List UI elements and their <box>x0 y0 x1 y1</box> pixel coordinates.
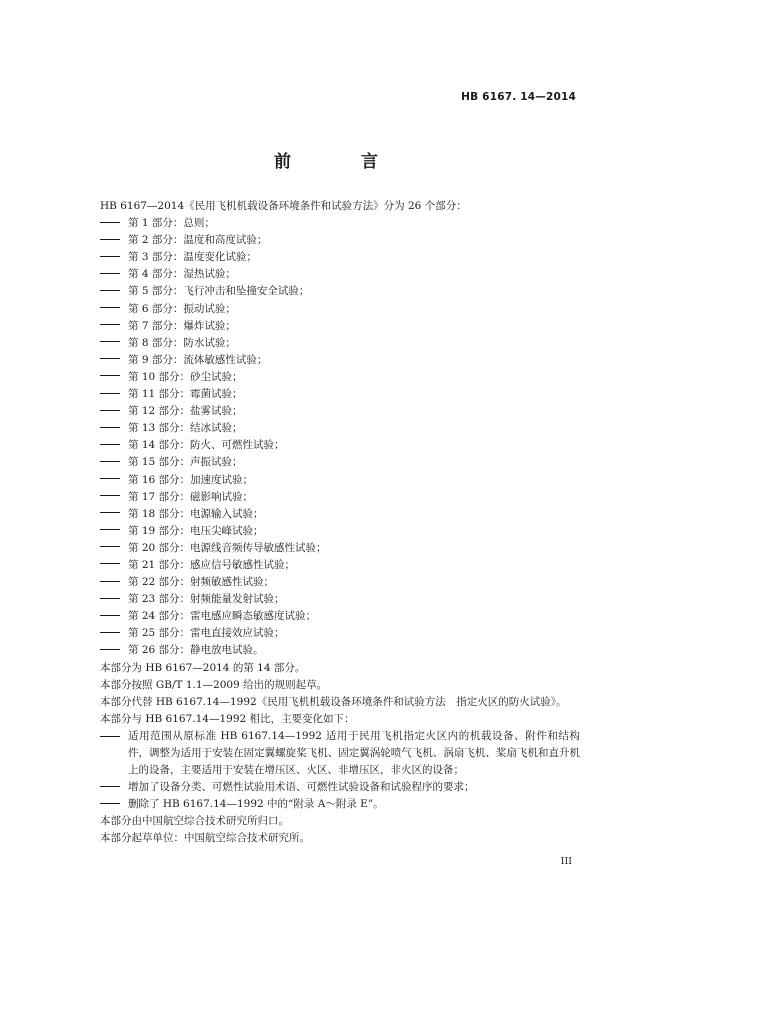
dash-marker <box>100 563 120 564</box>
dash-marker <box>100 598 120 599</box>
page-title: 前 言 <box>274 152 410 172</box>
list-item: 第 12 部分：盐雾试验； <box>100 403 580 420</box>
list-item: 第 15 部分：声振试验； <box>100 454 580 471</box>
statement-drafting-rules: 本部分按照 GB/T 1.1—2009 给出的规则起草。 <box>100 678 328 691</box>
list-item: 第 25 部分：雷电直接效应试验； <box>100 625 580 642</box>
closing-drafter: 本部分起草单位：中国航空综合技术研究所。 <box>100 832 310 845</box>
dash-marker <box>100 786 120 787</box>
list-item: 第 17 部分：磁影响试验； <box>100 489 580 506</box>
list-item: 第 9 部分：流体敏感性试验； <box>100 352 580 369</box>
list-item: 第 16 部分：加速度试验； <box>100 472 580 489</box>
dash-marker <box>100 324 120 325</box>
foreword-body <box>100 198 580 848</box>
dash-marker <box>100 375 120 376</box>
dash-marker <box>100 222 120 223</box>
dash-marker <box>100 478 120 479</box>
changes-list <box>100 728 580 813</box>
dash-marker <box>100 444 120 445</box>
list-item: 第 21 部分：感应信号敏感性试验； <box>100 557 580 574</box>
dash-marker <box>100 307 120 308</box>
dash-marker <box>100 495 120 496</box>
list-item: 第 5 部分：飞行冲击和坠撞安全试验； <box>100 283 580 300</box>
list-item: 第 19 部分：电压尖峰试验； <box>100 523 580 540</box>
page-number: III <box>560 856 572 867</box>
dash-marker <box>100 239 120 240</box>
dash-marker <box>100 341 120 342</box>
dash-marker <box>100 546 120 547</box>
list-item: 第 18 部分：电源输入试验； <box>100 506 580 523</box>
dash-marker <box>100 736 120 737</box>
intro-paragraph: HB 6167—2014《民用飞机机载设备环境条件和试验方法》分为 26 个部分： <box>100 200 467 212</box>
dash-marker <box>100 273 120 274</box>
statement-changes-intro: 本部分与 HB 6167.14—1992 相比，主要变化如下： <box>100 712 355 725</box>
dash-marker <box>100 461 120 462</box>
list-item: 第 13 部分：结冰试验； <box>100 420 580 437</box>
dash-marker <box>100 427 120 428</box>
dash-marker <box>100 358 120 359</box>
list-item: 第 23 部分：射频能量发射试验； <box>100 591 580 608</box>
closing-responsible: 本部分由中国航空综合技术研究所归口。 <box>100 815 289 828</box>
parts-list <box>100 215 580 659</box>
list-item: 第 8 部分：防水试验； <box>100 335 580 352</box>
dash-marker <box>100 393 120 394</box>
statement-part-number: 本部分为 HB 6167—2014 的第 14 部分。 <box>100 661 306 674</box>
list-item: 第 11 部分：霉菌试验； <box>100 386 580 403</box>
list-item: 第 1 部分：总则； <box>100 215 580 232</box>
dash-marker <box>100 615 120 616</box>
list-item: 第 10 部分：砂尘试验； <box>100 369 580 386</box>
list-item: 第 26 部分：静电放电试验。 <box>100 642 580 659</box>
standard-number: HB 6167. 14—2014 <box>461 91 576 103</box>
dash-marker <box>100 529 120 530</box>
list-item: 删除了 HB 6167.14—1992 中的“附录 A～附录 E”。 <box>100 796 580 813</box>
list-item: 第 22 部分：射频敏感性试验； <box>100 574 580 591</box>
list-item: 增加了设备分类、可燃性试验用术语、可燃性试验设备和试验程序的要求； <box>100 779 580 796</box>
dash-marker <box>100 256 120 257</box>
list-item: 第 7 部分：爆炸试验； <box>100 318 580 335</box>
list-item: 第 24 部分：雷电感应瞬态敏感度试验； <box>100 608 580 625</box>
list-item: 第 20 部分：电源线音频传导敏感性试验； <box>100 540 580 557</box>
list-item: 第 6 部分：振动试验； <box>100 301 580 318</box>
dash-marker <box>100 649 120 650</box>
list-item: 第 3 部分：温度变化试验； <box>100 249 580 266</box>
list-item: 第 14 部分：防火、可燃性试验； <box>100 437 580 454</box>
dash-marker <box>100 410 120 411</box>
dash-marker <box>100 803 120 804</box>
list-item: 第 2 部分：温度和高度试验； <box>100 232 580 249</box>
dash-marker <box>100 512 120 513</box>
list-item: 适用范围从原标准 HB 6167.14—1992 适用于民用飞机指定火区内的机载设备、附件和结构件，调整为适用于安装在固定翼螺旋桨飞机、固定翼涡轮喷气飞机、涡扇飞机、桨扇飞机和直升机上的设备，主要适用于安装在增压区、火区、非增压区，非火区的设备； <box>100 728 580 779</box>
list-item: 第 4 部分：湿热试验； <box>100 266 580 283</box>
dash-marker <box>100 581 120 582</box>
statement-replaces: 本部分代替 HB 6167.14—1992《民用飞机机载设备环境条件和试验方法 指定火区的防火试验》。 <box>100 695 567 708</box>
dash-marker <box>100 290 120 291</box>
dash-marker <box>100 632 120 633</box>
